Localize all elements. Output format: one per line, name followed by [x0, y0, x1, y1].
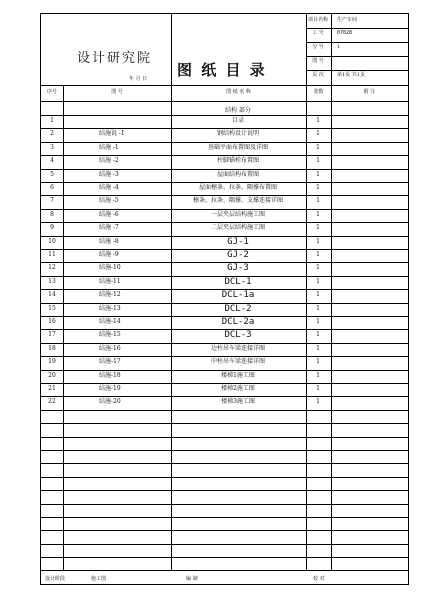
drawing-name: 一层夹层结构施工图 [210, 210, 266, 218]
info-value: 第1页 共1页 [337, 72, 365, 78]
info-value: 07028 [337, 30, 353, 36]
drawing-code: 结施 -6 [99, 210, 119, 218]
drawing-code: 结施-14 [99, 318, 121, 325]
row-number: 8 [50, 210, 54, 218]
sheet-count: 1 [316, 318, 320, 325]
drawing-name: DCL-2 [224, 303, 252, 314]
drawing-code: 结施-17 [99, 358, 121, 366]
info-value: 1 [337, 44, 341, 50]
sheet-count: 1 [316, 251, 320, 258]
date-label: 年 月 日 [129, 76, 148, 82]
row-number: 19 [48, 358, 56, 366]
drawing-name: GJ-1 [227, 236, 249, 247]
row-number: 5 [50, 170, 54, 178]
grid-line [41, 115, 408, 116]
row-number: 21 [48, 385, 56, 392]
drawing-name: 屋面檩条、拉条、隅撑布置图 [198, 184, 278, 191]
drawing-code: 结施-13 [99, 304, 121, 312]
grid-line [41, 504, 408, 505]
sheet-count: 1 [316, 344, 320, 352]
grid-line [41, 557, 408, 558]
checker-label: 校 对 [313, 576, 325, 582]
drawing-name: DCL-1 [224, 276, 252, 287]
drawing-code: 结施 -1 [99, 143, 119, 151]
column-header: 序号 [46, 89, 58, 95]
row-number: 18 [48, 344, 56, 352]
grid-line [41, 490, 408, 491]
drawing-code: 结施 -4 [99, 184, 119, 191]
drawing-code: 结施-11 [99, 277, 121, 285]
row-number: 20 [48, 371, 56, 379]
grid-line [41, 155, 408, 156]
grid-line [306, 28, 408, 29]
drawing-name: 楼梯1施工图 [221, 371, 255, 379]
row-number: 13 [48, 277, 56, 285]
grid-line [41, 463, 408, 464]
drawing-code: 结施 -9 [99, 251, 119, 258]
drawing-name: 檩条、拉条、隅撑、支撑连接详图 [192, 197, 284, 205]
drawing-name: 柱脚锚栓布置图 [216, 157, 260, 165]
row-number: 1 [50, 117, 54, 124]
drawing-name: 边柱吊车梁连接详图 [210, 344, 266, 352]
grid-line [171, 85, 172, 570]
grid-line [41, 396, 408, 397]
sheet-count: 1 [316, 210, 320, 218]
sheet-count: 1 [316, 197, 320, 205]
design-stage-value: 施工图 [91, 576, 107, 582]
row-number: 11 [48, 251, 56, 258]
row-number: 4 [50, 157, 54, 165]
grid-line [331, 14, 332, 85]
sheet-count: 1 [316, 170, 320, 178]
drawing-code: 结施 -7 [99, 224, 119, 232]
info-label: 工 号 [312, 30, 324, 36]
drawing-code: 结施 -8 [99, 237, 119, 245]
info-label: 分 号 [312, 44, 324, 50]
row-number: 22 [48, 398, 56, 406]
grid-line [41, 236, 408, 237]
grid-line [41, 570, 408, 571]
row-number: 3 [50, 143, 54, 151]
info-label: 页 次 [312, 72, 324, 78]
row-number: 6 [50, 184, 54, 191]
sheet-count: 1 [316, 291, 320, 299]
drawing-code: 结施-20 [99, 398, 121, 406]
grid-line [41, 101, 408, 102]
row-number: 14 [48, 291, 56, 299]
drawing-name: 楼梯2施工图 [221, 385, 255, 392]
sheet-count: 1 [316, 237, 320, 245]
grid-line [41, 262, 408, 263]
grid-line [41, 222, 408, 223]
grid-line [171, 14, 172, 85]
grid-line [41, 383, 408, 384]
drawing-code: 结施说 -1 [99, 130, 125, 138]
drawing-name: 结构 部分 [225, 107, 251, 114]
grid-line [41, 517, 408, 518]
row-number: 16 [48, 318, 56, 325]
grid-line [41, 195, 408, 196]
row-number: 15 [48, 304, 56, 312]
grid-line [306, 42, 408, 43]
grid-line [41, 530, 408, 531]
grid-line [306, 70, 408, 71]
row-number: 2 [50, 130, 54, 138]
drawing-name: GJ-3 [227, 263, 249, 274]
column-header: 张数 [313, 89, 324, 95]
grid-line [41, 85, 408, 86]
grid-line [41, 423, 408, 424]
info-label: 图 号 [312, 58, 324, 64]
grid-line [63, 85, 64, 570]
row-number: 10 [48, 237, 56, 245]
grid-line [41, 450, 408, 451]
drafter-label: 编 制 [186, 576, 198, 582]
column-header: 图 纸 名 称 [226, 89, 251, 95]
sheet-count: 1 [316, 371, 320, 379]
drawing-code: 结施-15 [99, 331, 121, 339]
drawing-code: 结施-18 [99, 371, 121, 379]
drawing-code: 结施-16 [99, 344, 121, 352]
sheet-count: 1 [316, 184, 320, 191]
sheet-count: 1 [316, 277, 320, 285]
grid-line [41, 356, 408, 357]
drawing-name: GJ-2 [227, 250, 249, 260]
row-number: 9 [50, 224, 54, 232]
sheet-count: 1 [316, 224, 320, 232]
sheet-count: 1 [316, 143, 320, 151]
drawing-name: 目录 [231, 117, 245, 124]
row-number: 12 [48, 264, 56, 272]
drawing-name: 屋面结构布置图 [216, 170, 260, 178]
grid-line [41, 182, 408, 183]
grid-line [306, 85, 307, 570]
grid-line [41, 410, 408, 411]
institute-name: 设计研究院 [77, 51, 153, 66]
sheet-count: 1 [316, 385, 320, 392]
grid-line [331, 85, 332, 570]
sheet-count: 1 [316, 358, 320, 366]
drawing-code: 结施 -3 [99, 170, 119, 178]
grid-line [306, 14, 307, 85]
sheet-count: 1 [316, 130, 320, 138]
drawing-name: DCL-3 [224, 330, 252, 341]
grid-line [41, 437, 408, 438]
drawing-name: 二层夹层结构施工图 [210, 224, 266, 232]
drawing-code: 结施-10 [99, 264, 121, 272]
sheet-count: 1 [316, 264, 320, 272]
drawing-name: 中柱吊车梁连接详图 [210, 358, 266, 366]
info-value: 生产车间 [337, 17, 358, 23]
column-header: 附 注 [363, 89, 376, 95]
drawing-code: 结施-12 [99, 291, 121, 299]
sheet-count: 1 [316, 157, 320, 165]
grid-line [41, 544, 408, 545]
drawing-frame [40, 13, 409, 585]
drawing-name: DCL-1a [221, 290, 255, 301]
row-number: 7 [50, 197, 54, 205]
drawing-name: 钢结构设计说明 [216, 130, 260, 138]
sheet-count: 1 [316, 117, 320, 124]
row-number: 17 [48, 331, 56, 339]
column-header: 图 号 [111, 89, 123, 95]
design-stage-label: 设计阶段 [45, 576, 66, 582]
drawing-name: 楼梯3施工图 [221, 398, 255, 406]
drawing-code: 结施 -5 [99, 197, 119, 205]
drawing-code: 结施-19 [99, 385, 121, 392]
sheet-count: 1 [316, 398, 320, 406]
sheet-count: 1 [316, 304, 320, 312]
sheet-count: 1 [316, 331, 320, 339]
info-label: 项目名称 [307, 17, 329, 23]
grid-line [41, 128, 408, 129]
grid-line [41, 477, 408, 478]
drawing-name: 基础平面布置图及详图 [207, 143, 269, 151]
grid-line [41, 249, 408, 250]
page-title: 图 纸 目 录 [177, 61, 267, 79]
grid-line [306, 56, 408, 57]
drawing-code: 结施 -2 [99, 157, 119, 165]
drawing-name: DCL-2a [221, 317, 255, 327]
